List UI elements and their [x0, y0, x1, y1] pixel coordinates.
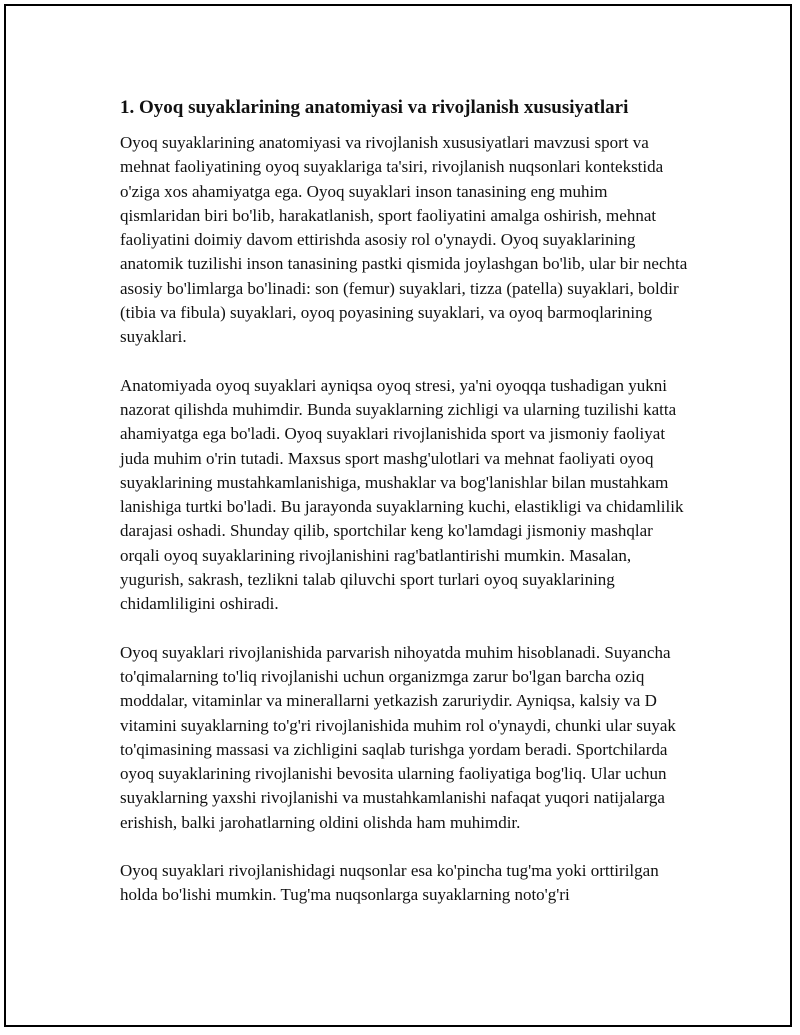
section-heading: 1. Oyoq suyaklarining anatomiyasi va rivojlanish xususiyatlari: [120, 97, 629, 118]
paragraph-4: Oyoq suyaklari rivojlanishidagi nuqsonlar esa ko'pincha tug'ma yoki orttirilgan holda bo'lishi mumkin. Tug'ma nuqsonlarga suyaklarning noto'g'ri: [120, 861, 659, 905]
paragraph-1: Oyoq suyaklarining anatomiyasi va rivojlanish xususiyatlari mavzusi sport va mehnat faoliyatining oyoq suyaklariga ta'siri, rivojlanish nuqsonlari kontekstida o'ziga xos ahamiyatga ega. Oyoq suyaklari inson tanasining eng muhim qismlaridan biri bo'lib, harakatlanish, sport faoliyatini amalga oshirish, mehnat faoliyatini doimiy davom ettirishda asosiy rol o'ynaydi. Oyoq suyaklarining anatomik tuzilishi inson tanasining pastki qismida joylashgan bo'lib, ular bir nechta asosiy bo'limlarga bo'linadi: son (femur) suyaklari, tizza (patella) suyaklari, boldir (tibia va fibula) suyaklari, oyoq poyasining suyaklari, va oyoq barmoqlarining suyaklari.: [120, 133, 688, 347]
page: [4, 4, 792, 1027]
paragraph-3: Oyoq suyaklari rivojlanishida parvarish nihoyatda muhim hisoblanadi. Suyancha to'qimalarning to'liq rivojlanishi uchun organizmga zarur bo'lgan barcha oziq moddalar, vitaminlar va minerallarni yetkazish zaruriydir. Ayniqsa, kalsiy va D vitamini suyaklarning to'g'ri rivojlanishida muhim rol o'ynaydi, chunki ular suyak to'qimasining massasi va zichligini saqlab turishga yordam beradi. Sportchilarda oyoq suyaklarining rivojlanishi bevosita ularning faoliyatiga bog'liq. Ular uchun suyaklarning yaxshi rivojlanishi va mustahkamlanishi nafaqat yuqori natijalarga erishish, balki jarohatlarning oldini olishda ham muhimdir.: [120, 642, 676, 832]
paragraph-2: Anatomiyada oyoq suyaklari ayniqsa oyoq stresi, ya'ni oyoqqa tushadigan yukni nazorat qilishda muhimdir. Bunda suyaklarning zichligi va ularning tuzilishi katta ahamiyatga ega bo'ladi. Oyoq suyaklari rivojlanishida sport va jismoniy faoliyat juda muhim o'rin tutadi. Maxsus sport mashg'ulotlari va mehnat faoliyati oyoq suyaklarining mustahkamlanishiga, mushaklar va bog'lanishlar bilan mustahkam lanishiga turtki bo'ladi. Bu jarayonda suyaklarning kuchi, elastikligi va chidamlilik darajasi oshadi. Shunday qilib, sportchilar keng ko'lamdagi jismoniy mashqlar orqali oyoq suyaklarining rivojlanishini rag'batlantirishi mumkin. Masalan, yugurish, sakrash, tezlikni talab qiluvchi sport turlari oyoq suyaklarining chidamliligini oshiradi.: [120, 375, 684, 614]
document-body: [120, 96, 690, 932]
